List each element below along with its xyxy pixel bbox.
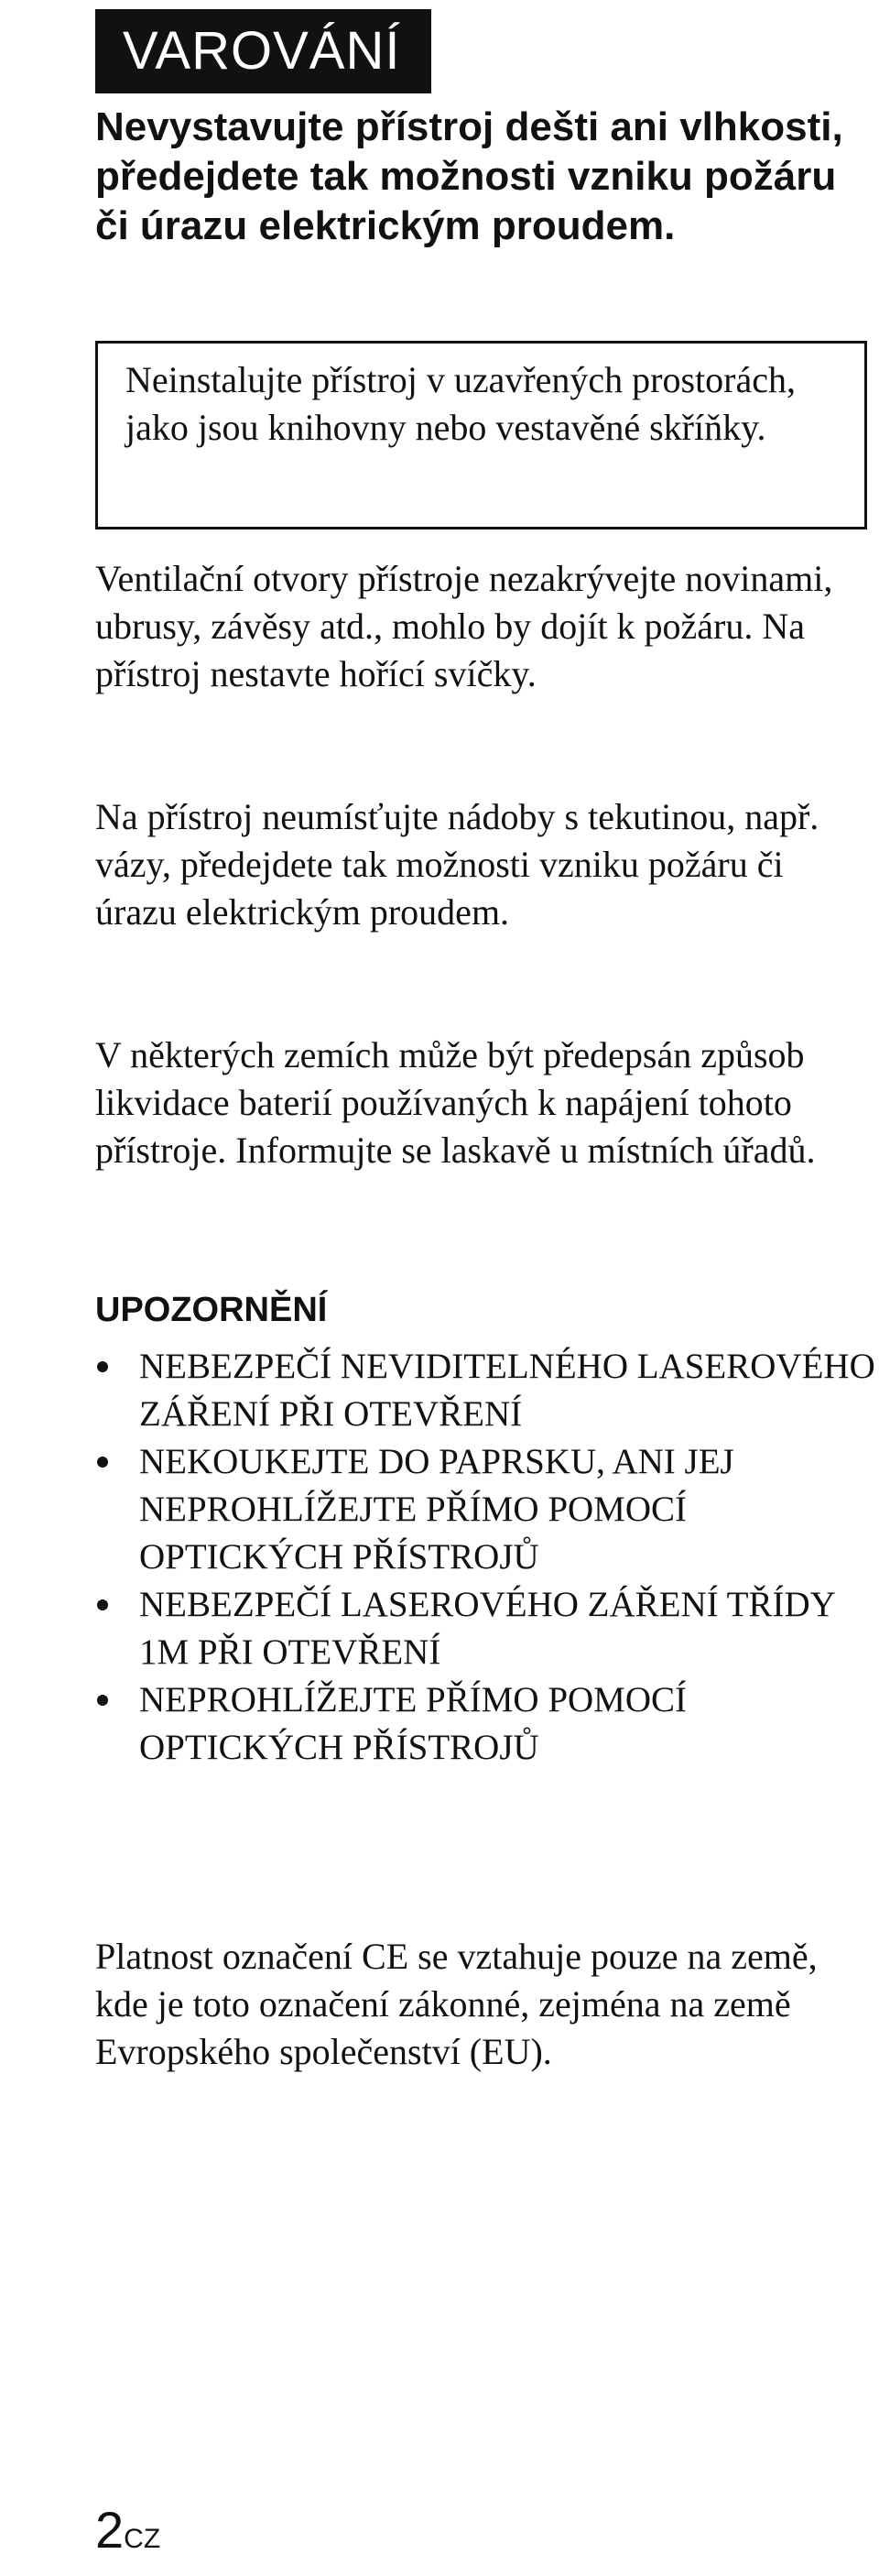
caution-item (95, 1438, 879, 1581)
caution-item-text: NEBEZPEČÍ NEVIDITELNÉHO LASEROVÉHO ZÁŘENÍ PŘI OTEVŘENÍ (139, 1347, 875, 1434)
liquid-containers-paragraph: Na přístroj neumísťujte nádoby s tekutinou, např. vázy, předejdete tak možnosti vzniku požáru či úrazu elektrickým proudem. (95, 796, 819, 933)
caution-item (95, 1581, 879, 1676)
caution-item (95, 1343, 879, 1438)
ventilation-paragraph: Ventilační otvory přístroje nezakrývejte novinami, ubrusy, závěsy atd., mohlo by dojít k požáru. Na přístroj nestavte hořící svíčky. (95, 558, 833, 694)
bullet-icon (97, 1361, 108, 1372)
caution-item-text: NEKOUKEJTE DO PAPRSKU, ANI JEJ NEPROHLÍŽEJTE PŘÍMO POMOCÍ OPTICKÝCH PŘÍSTROJŮ (139, 1442, 734, 1577)
caution-item-text: NEPROHLÍŽEJTE PŘÍMO POMOCÍ OPTICKÝCH PŘÍSTROJŮ (139, 1680, 688, 1767)
ce-marking-paragraph: Platnost označení CE se vztahuje pouze na země, kde je toto označení zákonné, zejména na země Evropského společenství (EU). (95, 1936, 818, 2072)
warning-lead-text: Nevystavujte přístroj dešti ani vlhkosti, předejdete tak možnosti vzniku požáru či úrazu elektrickým proudem. (95, 104, 843, 248)
battery-disposal-paragraph: V některých zemích může být předepsán způsob likvidace baterií používaných k napájení tohoto přístroje. Informujte se laskavě u místních úřadů. (95, 1034, 816, 1171)
page-number (95, 2503, 160, 2567)
page-language-code: CZ (124, 2524, 161, 2554)
page-number-value: 2 (95, 2501, 125, 2559)
bullet-icon (97, 1599, 108, 1610)
caution-heading: UPOZORNĚNÍ (95, 1291, 328, 1329)
boxed-installation-notice: Neinstalujte přístroj v uzavřených prostorách, jako jsou knihovny nebo vestavěné skříňky. (95, 341, 867, 529)
bullet-icon (97, 1695, 108, 1706)
caution-list (95, 1343, 879, 1772)
bullet-icon (97, 1457, 108, 1468)
caution-item (95, 1676, 879, 1772)
caution-item-text: NEBEZPEČÍ LASEROVÉHO ZÁŘENÍ TŘÍDY 1M PŘI OTEVŘENÍ (139, 1585, 835, 1672)
warning-heading: VAROVÁNÍ (95, 9, 431, 93)
